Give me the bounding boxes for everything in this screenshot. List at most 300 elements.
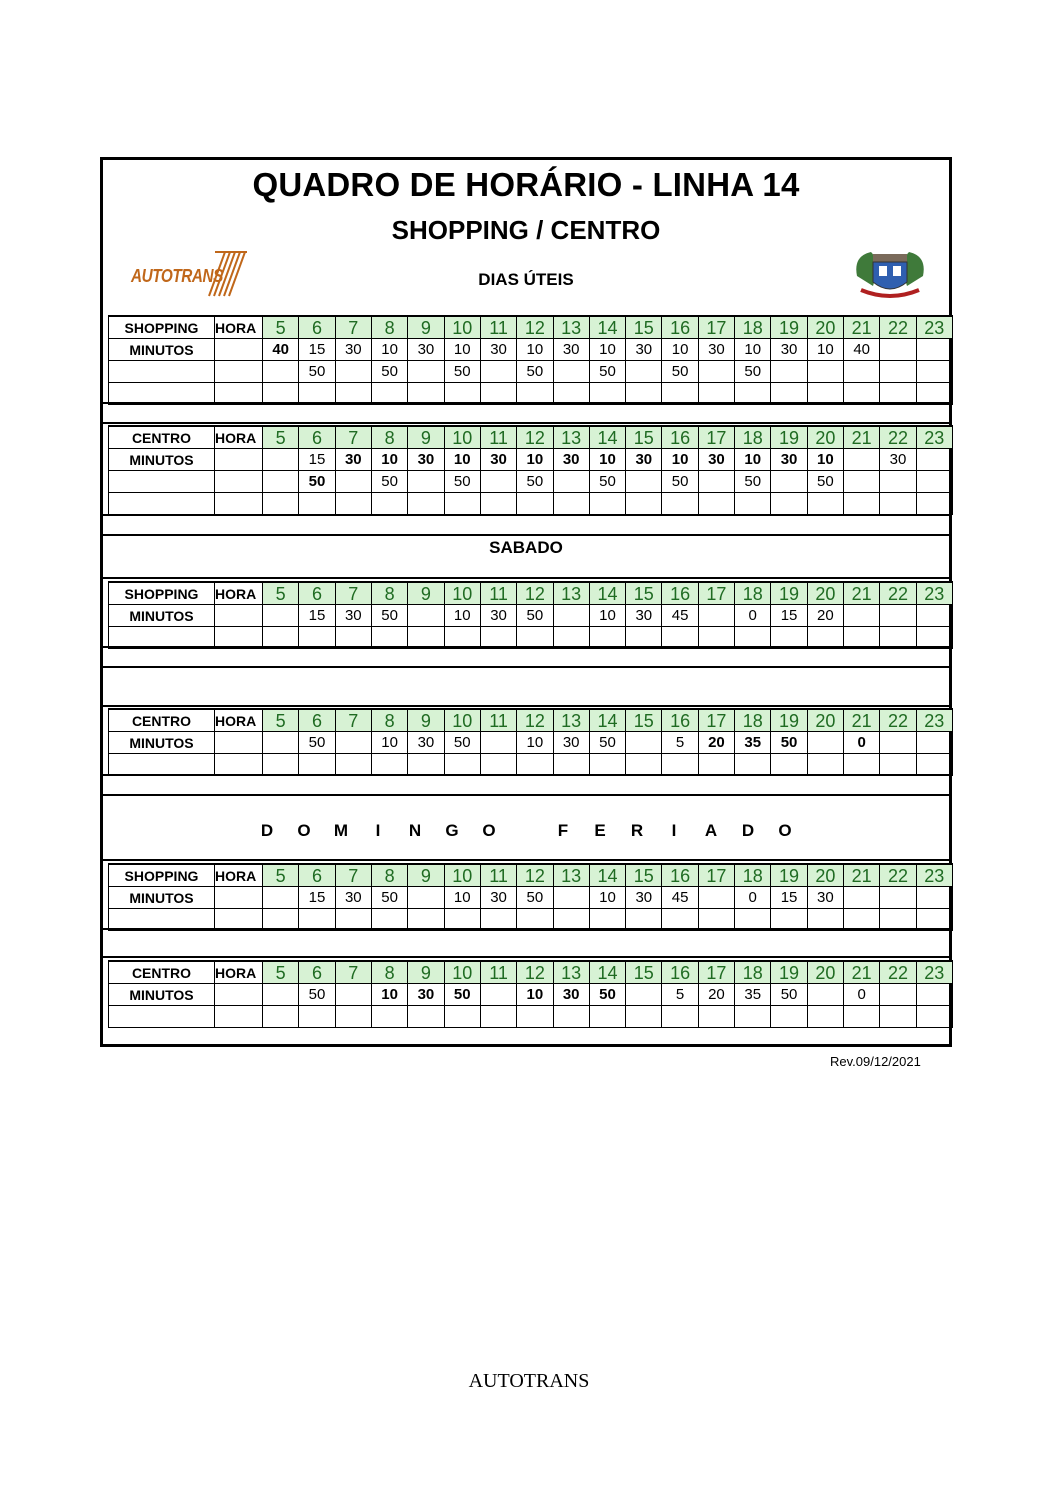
- hour-cell: 13: [553, 582, 589, 605]
- minute-cell: [263, 1006, 299, 1028]
- minute-cell: 0: [735, 887, 771, 909]
- minute-cell: 50: [517, 471, 553, 493]
- minute-cell: [735, 493, 771, 515]
- hour-cell: 20: [807, 582, 843, 605]
- hour-cell: 12: [517, 426, 553, 449]
- minute-cell: 50: [662, 471, 698, 493]
- minute-cell: 10: [444, 887, 480, 909]
- minute-cell: 30: [553, 732, 589, 754]
- empty-cell: [215, 449, 263, 471]
- minute-cell: [844, 605, 880, 627]
- minute-cell: 30: [408, 339, 444, 361]
- minutos-label: [109, 361, 215, 383]
- minute-cell: 15: [299, 339, 335, 361]
- minute-cell: [698, 754, 734, 776]
- minute-cell: 50: [299, 471, 335, 493]
- minutes-row: [109, 984, 953, 1006]
- hour-cell: 6: [299, 709, 335, 732]
- schedule-sabado-centro: [108, 708, 953, 776]
- hour-cell: 8: [371, 709, 407, 732]
- minute-cell: 30: [335, 339, 371, 361]
- minute-cell: [735, 754, 771, 776]
- minutes-row: [109, 605, 953, 627]
- hour-cell: 12: [517, 864, 553, 887]
- domingo-letter: D: [260, 821, 274, 840]
- hour-cell: 15: [626, 709, 662, 732]
- minute-cell: 5: [662, 732, 698, 754]
- minute-cell: [408, 493, 444, 515]
- hour-cell: 7: [335, 582, 371, 605]
- hour-cell: 5: [263, 709, 299, 732]
- hour-header-row: [109, 864, 953, 887]
- minute-cell: [916, 732, 952, 754]
- hour-cell: 18: [735, 709, 771, 732]
- hour-cell: 6: [299, 426, 335, 449]
- minute-cell: [553, 361, 589, 383]
- minute-cell: 20: [807, 605, 843, 627]
- domingo-letter: N: [408, 821, 422, 840]
- hora-label: HORA: [215, 864, 263, 887]
- minute-cell: [626, 984, 662, 1006]
- minute-cell: 0: [844, 984, 880, 1006]
- minute-cell: [299, 754, 335, 776]
- minute-cell: 50: [771, 984, 807, 1006]
- hour-cell: 11: [480, 709, 516, 732]
- schedule-uteis-centro: [108, 425, 953, 515]
- separator-band: [103, 928, 949, 958]
- minute-cell: [880, 984, 916, 1006]
- minute-cell: [480, 984, 516, 1006]
- minute-cell: 10: [517, 339, 553, 361]
- minute-cell: [589, 493, 625, 515]
- minute-cell: [553, 605, 589, 627]
- minute-cell: 10: [517, 449, 553, 471]
- minute-cell: 30: [698, 449, 734, 471]
- hour-cell: 5: [263, 316, 299, 339]
- minute-cell: [844, 493, 880, 515]
- hour-cell: 16: [662, 709, 698, 732]
- minute-cell: [916, 449, 952, 471]
- hour-cell: 21: [844, 961, 880, 984]
- minute-cell: 30: [480, 339, 516, 361]
- minute-cell: 10: [807, 339, 843, 361]
- minute-cell: 50: [444, 732, 480, 754]
- domingo-letter: O: [297, 821, 311, 840]
- minutos-label: [109, 471, 215, 493]
- direction-label: SHOPPING: [109, 864, 215, 887]
- minute-cell: 50: [807, 471, 843, 493]
- minute-cell: 10: [444, 605, 480, 627]
- minute-cell: 30: [553, 984, 589, 1006]
- minute-cell: 30: [553, 339, 589, 361]
- minute-cell: 50: [444, 471, 480, 493]
- minute-cell: 15: [299, 449, 335, 471]
- minute-cell: [263, 887, 299, 909]
- hour-cell: 14: [589, 709, 625, 732]
- hora-label: HORA: [215, 961, 263, 984]
- minute-cell: [880, 1006, 916, 1028]
- minute-cell: 30: [698, 339, 734, 361]
- minute-cell: 10: [589, 339, 625, 361]
- empty-cell: [215, 732, 263, 754]
- hour-header-row: [109, 961, 953, 984]
- empty-cell: [215, 984, 263, 1006]
- hour-cell: 23: [916, 961, 952, 984]
- hora-label: HORA: [215, 426, 263, 449]
- section-label-uteis: DIAS ÚTEIS: [478, 270, 574, 289]
- hour-cell: 15: [626, 961, 662, 984]
- minute-cell: [517, 1006, 553, 1028]
- hora-label: HORA: [215, 709, 263, 732]
- minute-cell: [807, 1006, 843, 1028]
- minute-cell: [771, 1006, 807, 1028]
- hour-cell: 21: [844, 426, 880, 449]
- minute-cell: 50: [735, 471, 771, 493]
- minute-cell: 30: [408, 984, 444, 1006]
- minute-cell: [299, 493, 335, 515]
- minute-cell: 30: [626, 605, 662, 627]
- minute-cell: [480, 1006, 516, 1028]
- minute-cell: 40: [844, 339, 880, 361]
- minute-cell: [263, 754, 299, 776]
- hour-cell: 13: [553, 709, 589, 732]
- minute-cell: 50: [517, 605, 553, 627]
- minute-cell: 50: [589, 361, 625, 383]
- hour-cell: 23: [916, 582, 952, 605]
- schedule-sabado-shopping: [108, 581, 953, 649]
- minutes-row: [109, 732, 953, 754]
- domingo-letter: G: [445, 821, 459, 840]
- hour-cell: 10: [444, 709, 480, 732]
- hour-cell: 22: [880, 709, 916, 732]
- domingo-letter: E: [594, 821, 606, 840]
- minute-cell: 10: [662, 339, 698, 361]
- hour-cell: 8: [371, 316, 407, 339]
- minute-cell: [698, 1006, 734, 1028]
- hour-cell: 7: [335, 709, 371, 732]
- minutes-row: [109, 1006, 953, 1028]
- minute-cell: 30: [408, 732, 444, 754]
- hour-cell: 19: [771, 709, 807, 732]
- minute-cell: 50: [299, 361, 335, 383]
- hour-cell: 20: [807, 709, 843, 732]
- hour-cell: 22: [880, 961, 916, 984]
- section-label-domingo: [103, 821, 949, 841]
- hour-cell: 15: [626, 426, 662, 449]
- hour-cell: 23: [916, 316, 952, 339]
- hour-cell: 12: [517, 709, 553, 732]
- minute-cell: [553, 1006, 589, 1028]
- minutes-row: [109, 339, 953, 361]
- minute-cell: [335, 1006, 371, 1028]
- minutos-label: MINUTOS: [109, 984, 215, 1006]
- hour-cell: 18: [735, 961, 771, 984]
- hour-cell: 9: [408, 864, 444, 887]
- empty-cell: [215, 887, 263, 909]
- minute-cell: [916, 887, 952, 909]
- hour-cell: 10: [444, 582, 480, 605]
- minute-cell: [807, 754, 843, 776]
- hour-cell: 23: [916, 709, 952, 732]
- minute-cell: [335, 361, 371, 383]
- minute-cell: [371, 493, 407, 515]
- domingo-letter: I: [671, 821, 677, 840]
- hour-cell: 22: [880, 316, 916, 339]
- hour-cell: 23: [916, 864, 952, 887]
- hour-cell: 5: [263, 582, 299, 605]
- hour-cell: 5: [263, 961, 299, 984]
- hour-cell: 20: [807, 426, 843, 449]
- minute-cell: 50: [299, 732, 335, 754]
- hour-cell: 9: [408, 316, 444, 339]
- hour-cell: 14: [589, 426, 625, 449]
- schedule-sheet: [100, 157, 952, 1047]
- direction-label: CENTRO: [109, 961, 215, 984]
- hour-cell: 22: [880, 426, 916, 449]
- minute-cell: [480, 493, 516, 515]
- separator-line: [103, 859, 949, 861]
- minute-cell: [444, 754, 480, 776]
- minute-cell: [735, 1006, 771, 1028]
- minute-cell: [589, 754, 625, 776]
- hour-cell: 15: [626, 582, 662, 605]
- separator-line: [103, 705, 949, 707]
- minute-cell: [263, 471, 299, 493]
- hour-cell: 7: [335, 961, 371, 984]
- minutos-label: MINUTOS: [109, 449, 215, 471]
- minute-cell: 30: [480, 449, 516, 471]
- minute-cell: [698, 493, 734, 515]
- minute-cell: 45: [662, 605, 698, 627]
- hour-cell: 19: [771, 864, 807, 887]
- domingo-letter: A: [704, 821, 718, 840]
- minute-cell: 10: [371, 984, 407, 1006]
- hour-cell: 6: [299, 864, 335, 887]
- minute-cell: [844, 887, 880, 909]
- hour-cell: 21: [844, 709, 880, 732]
- minute-cell: [626, 732, 662, 754]
- minute-cell: [844, 361, 880, 383]
- minutos-label: MINUTOS: [109, 887, 215, 909]
- minute-cell: [553, 887, 589, 909]
- minute-cell: [335, 984, 371, 1006]
- minute-cell: [626, 493, 662, 515]
- minutos-label: MINUTOS: [109, 339, 215, 361]
- minute-cell: 10: [517, 984, 553, 1006]
- minute-cell: 10: [807, 449, 843, 471]
- direction-label: SHOPPING: [109, 582, 215, 605]
- minute-cell: [807, 361, 843, 383]
- minute-cell: [553, 493, 589, 515]
- minute-cell: 30: [626, 449, 662, 471]
- empty-cell: [215, 754, 263, 776]
- minute-cell: [335, 754, 371, 776]
- minute-cell: 15: [771, 887, 807, 909]
- minute-cell: [444, 493, 480, 515]
- hour-cell: 21: [844, 316, 880, 339]
- minute-cell: 30: [807, 887, 843, 909]
- minute-cell: 10: [517, 732, 553, 754]
- minutos-label: [109, 493, 215, 515]
- hour-cell: 16: [662, 316, 698, 339]
- minutos-label: MINUTOS: [109, 605, 215, 627]
- hour-cell: 6: [299, 316, 335, 339]
- minute-cell: 50: [771, 732, 807, 754]
- minutos-label: [109, 754, 215, 776]
- hour-cell: 16: [662, 426, 698, 449]
- minute-cell: 50: [517, 887, 553, 909]
- minutes-row: [109, 471, 953, 493]
- minutes-row: [109, 754, 953, 776]
- minute-cell: 50: [517, 361, 553, 383]
- minute-cell: [771, 471, 807, 493]
- minute-cell: 10: [371, 449, 407, 471]
- hour-cell: 19: [771, 961, 807, 984]
- minute-cell: 30: [771, 449, 807, 471]
- hour-cell: 11: [480, 316, 516, 339]
- minute-cell: [263, 732, 299, 754]
- minute-cell: [263, 493, 299, 515]
- minute-cell: 10: [444, 449, 480, 471]
- hour-cell: 9: [408, 961, 444, 984]
- hour-cell: 12: [517, 961, 553, 984]
- autotrans-logo-text: AUTOTRANS: [131, 266, 223, 286]
- domingo-letter: R: [630, 821, 644, 840]
- minute-cell: [626, 361, 662, 383]
- hour-cell: 16: [662, 864, 698, 887]
- minute-cell: [844, 471, 880, 493]
- domingo-letter: O: [482, 821, 496, 840]
- minute-cell: 10: [371, 339, 407, 361]
- hour-cell: 8: [371, 864, 407, 887]
- minute-cell: 30: [335, 887, 371, 909]
- minute-cell: 30: [335, 449, 371, 471]
- hour-cell: 10: [444, 316, 480, 339]
- minute-cell: [916, 339, 952, 361]
- minute-cell: 20: [698, 984, 734, 1006]
- minute-cell: [880, 754, 916, 776]
- minute-cell: [844, 449, 880, 471]
- hour-cell: 19: [771, 426, 807, 449]
- hour-cell: 9: [408, 709, 444, 732]
- minute-cell: [844, 1006, 880, 1028]
- empty-cell: [215, 605, 263, 627]
- hour-cell: 18: [735, 316, 771, 339]
- hour-cell: 16: [662, 582, 698, 605]
- minute-cell: [807, 493, 843, 515]
- minute-cell: [771, 754, 807, 776]
- minute-cell: 15: [771, 605, 807, 627]
- minute-cell: [408, 605, 444, 627]
- minute-cell: [589, 1006, 625, 1028]
- hour-cell: 13: [553, 316, 589, 339]
- hour-cell: 13: [553, 426, 589, 449]
- minute-cell: [844, 754, 880, 776]
- minute-cell: [517, 493, 553, 515]
- hour-cell: 14: [589, 582, 625, 605]
- minute-cell: [916, 754, 952, 776]
- domingo-letter: F: [557, 821, 569, 840]
- hour-cell: 14: [589, 316, 625, 339]
- hour-cell: 20: [807, 864, 843, 887]
- route-subtitle: SHOPPING / CENTRO: [391, 215, 661, 245]
- hour-header-row: [109, 582, 953, 605]
- footer-company: AUTOTRANS: [468, 1370, 590, 1392]
- hour-cell: 5: [263, 426, 299, 449]
- minute-cell: 50: [735, 361, 771, 383]
- hour-cell: 5: [263, 864, 299, 887]
- minute-cell: [626, 754, 662, 776]
- minute-cell: 10: [735, 449, 771, 471]
- minute-cell: [916, 471, 952, 493]
- hour-cell: 8: [371, 961, 407, 984]
- minute-cell: [698, 361, 734, 383]
- minute-cell: [408, 471, 444, 493]
- minute-cell: [626, 471, 662, 493]
- separator-band: [103, 646, 949, 668]
- minute-cell: 50: [589, 732, 625, 754]
- hour-cell: 7: [335, 426, 371, 449]
- minute-cell: [662, 754, 698, 776]
- minutes-row: [109, 493, 953, 515]
- minute-cell: 40: [263, 339, 299, 361]
- hour-cell: 15: [626, 864, 662, 887]
- minute-cell: 50: [444, 361, 480, 383]
- domingo-letter: D: [741, 821, 755, 840]
- minute-cell: [263, 984, 299, 1006]
- empty-cell: [215, 471, 263, 493]
- minute-cell: 50: [589, 471, 625, 493]
- minute-cell: 10: [444, 339, 480, 361]
- schedule-domingo-shopping: [108, 863, 953, 931]
- minute-cell: [771, 361, 807, 383]
- minute-cell: [553, 471, 589, 493]
- minutes-row: [109, 887, 953, 909]
- minute-cell: 50: [589, 984, 625, 1006]
- minute-cell: [662, 493, 698, 515]
- minute-cell: [880, 493, 916, 515]
- hour-cell: 21: [844, 864, 880, 887]
- minute-cell: [263, 449, 299, 471]
- empty-cell: [215, 1006, 263, 1028]
- hour-cell: 18: [735, 582, 771, 605]
- hour-cell: 21: [844, 582, 880, 605]
- minutos-label: MINUTOS: [109, 732, 215, 754]
- section-label-sabado: SABADO: [489, 538, 563, 557]
- minute-cell: 30: [880, 449, 916, 471]
- hour-cell: 11: [480, 961, 516, 984]
- hour-cell: 11: [480, 426, 516, 449]
- minute-cell: [371, 754, 407, 776]
- minute-cell: [263, 605, 299, 627]
- city-crest-icon: [851, 246, 929, 304]
- hour-cell: 7: [335, 316, 371, 339]
- minute-cell: 50: [371, 471, 407, 493]
- minute-cell: [408, 1006, 444, 1028]
- separator-band: [103, 514, 949, 536]
- minute-cell: [480, 754, 516, 776]
- minute-cell: 50: [444, 984, 480, 1006]
- minute-cell: 50: [371, 887, 407, 909]
- minute-cell: [807, 984, 843, 1006]
- hour-cell: 23: [916, 426, 952, 449]
- hour-cell: 17: [698, 709, 734, 732]
- revision-date: Rev.09/12/2021: [830, 1054, 921, 1069]
- minute-cell: 30: [408, 449, 444, 471]
- minute-cell: [880, 471, 916, 493]
- hour-cell: 9: [408, 582, 444, 605]
- hour-cell: 20: [807, 961, 843, 984]
